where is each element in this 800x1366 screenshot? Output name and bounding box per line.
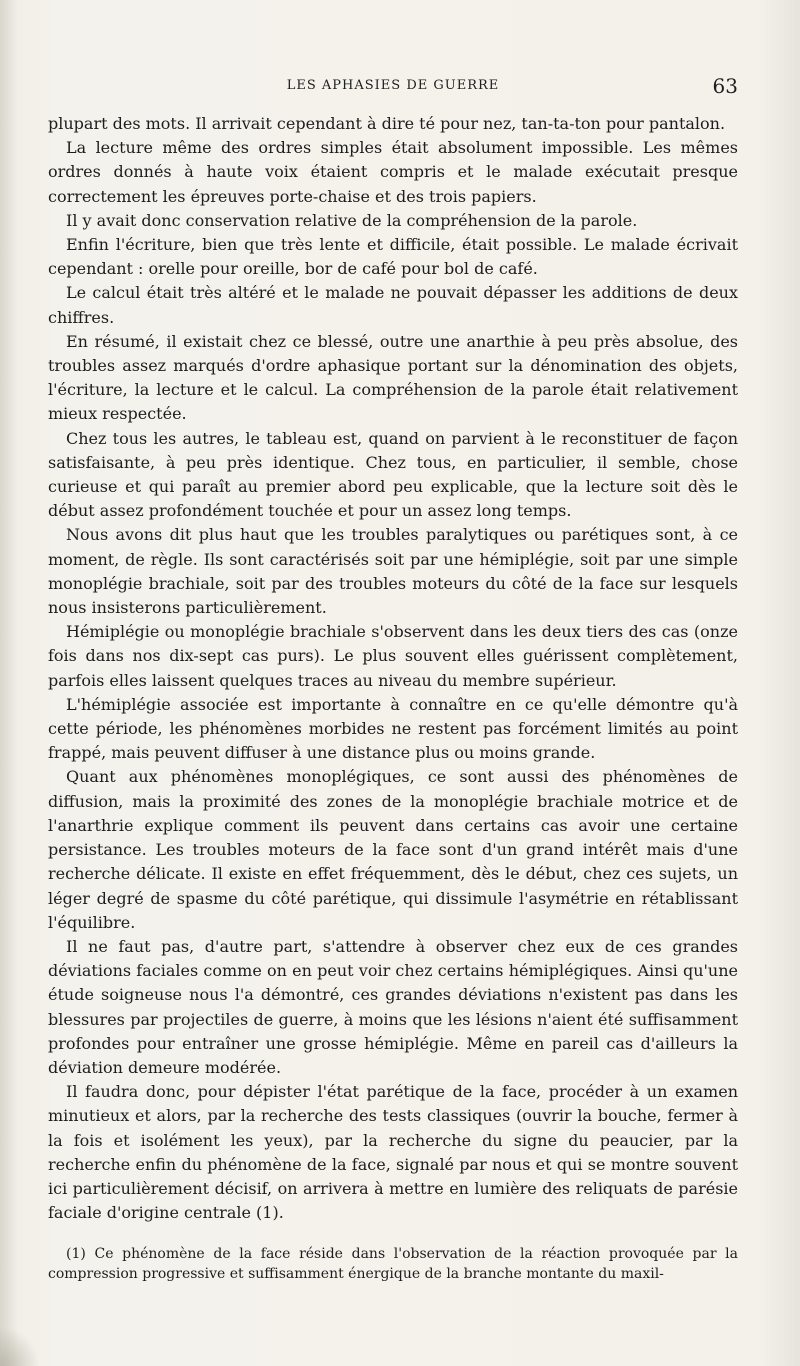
page-header: [48, 74, 738, 98]
paragraph: Hémiplégie ou monoplégie brachiale s'observent dans les deux tiers des cas (onze fois dans nos dix-sept cas purs). Le plus souvent elles guérissent complètement, parfois elles laissent quelques traces au niveau du membre supérieur.: [48, 622, 738, 690]
paragraph: En résumé, il existait chez ce blessé, outre une anarthie à peu près absolue, des troubles assez marqués d'ordre aphasique portant sur la dénomination des objets, l'écriture, la lecture et le calcul. La compréhension de la parole était relativement mieux respectée.: [48, 331, 738, 424]
body-text: [48, 112, 738, 1225]
paragraph: Il ne faut pas, d'autre part, s'attendre à observer chez eux de ces grandes déviations faciales comme on en peut voir chez certains hémiplégiques. Ainsi qu'une étude soigneuse nous l'a démontré, ces grandes déviations n'existent pas dans les blessures par projectiles de guerre, à moins que les lésions n'aient été suffisamment profondes pour entraîner une grosse hémiplégie. Même en pareil cas d'ailleurs la déviation demeure modérée.: [48, 936, 738, 1077]
footnote-divider: [48, 1228, 168, 1229]
paragraph: L'hémiplégie associée est importante à connaître en ce qu'elle démontre qu'à cette période, les phénomènes morbides ne restent pas forcément limités au point frappé, mais peuvent diffuser à une distance plus ou moins grande.: [48, 694, 738, 763]
paragraph: plupart des mots. Il arrivait cependant à dire té pour nez, tan-ta-ton pour pantalon.: [48, 114, 726, 133]
paragraph: Il y avait donc conservation relative de la compréhension de la parole.: [66, 210, 638, 230]
paragraph: La lecture même des ordres simples était absolument impossible. Les mêmes ordres donnés à haute voix étaient compris et le malade exécutait presque correctement les épreuves porte-chaise et des trois papiers.: [48, 138, 738, 206]
paragraph: Le calcul était très altéré et le malade ne pouvait dépasser les additions de deux chiffres.: [48, 283, 738, 327]
footnote: (1) Ce phénomène de la face réside dans l'observation de la réaction provoquée par la compression progressive et suffisamment énergique de la branche montante du maxil-: [48, 1246, 738, 1282]
paragraph: Nous avons dit plus haut que les troubles paralytiques ou parétiques sont, à ce moment, de règle. Ils sont caractérisés soit par une hémiplégie, soit par une simple monoplégie brachiale, soit par des troubles moteurs du côté de la face sur lesquels nous insisterons particulièrement.: [48, 525, 738, 618]
paragraph: Enfin l'écriture, bien que très lente et difficile, était possible. Le malade écrivait cependant : orelle pour oreille, bor de café pour bol de café.: [48, 235, 738, 279]
paragraph: Il faudra donc, pour dépister l'état parétique de la face, procéder à un examen minutieux et alors, par la recherche des tests classiques (ouvrir la bouche, fermer à la fois et isolément les yeux), par la recherche du signe du peaucier, par la recherche enfin du phénomène de la face, signalé par nous et qui se montre souvent ici particulièrement décisif, on arrivera à mettre en lumière des reliquats de parésie faciale d'origine centrale (1).: [48, 1082, 738, 1223]
paragraph: Chez tous les autres, le tableau est, quand on parvient à le reconstituer de façon satisfaisante, à peu près identique. Chez tous, en particulier, il semble, chose curieuse et qui paraît au premier abord peu explicable, que la lecture soit dès le début assez profondément touchée et pour un assez long temps.: [48, 428, 738, 521]
running-title: LES APHASIES DE GUERRE: [286, 78, 500, 93]
paragraph: Quant aux phénomènes monoplégiques, ce sont aussi des phénomènes de diffusion, mais la proximité des zones de la monoplégie brachiale motrice et de l'anarthrie explique comment ils peuvent dans certains cas avoir une certaine persistance. Les troubles moteurs de la face sont d'un grand intérêt mais d'une recherche délicate. Il existe en effet fréquemment, dès le début, chez ces sujets, un léger degré de spasme du côté parétique, qui dissimule l'asymétrie en rétablissant l'équilibre.: [48, 767, 738, 932]
page-smudge: [0, 1326, 40, 1366]
page-number: 63: [712, 74, 738, 98]
